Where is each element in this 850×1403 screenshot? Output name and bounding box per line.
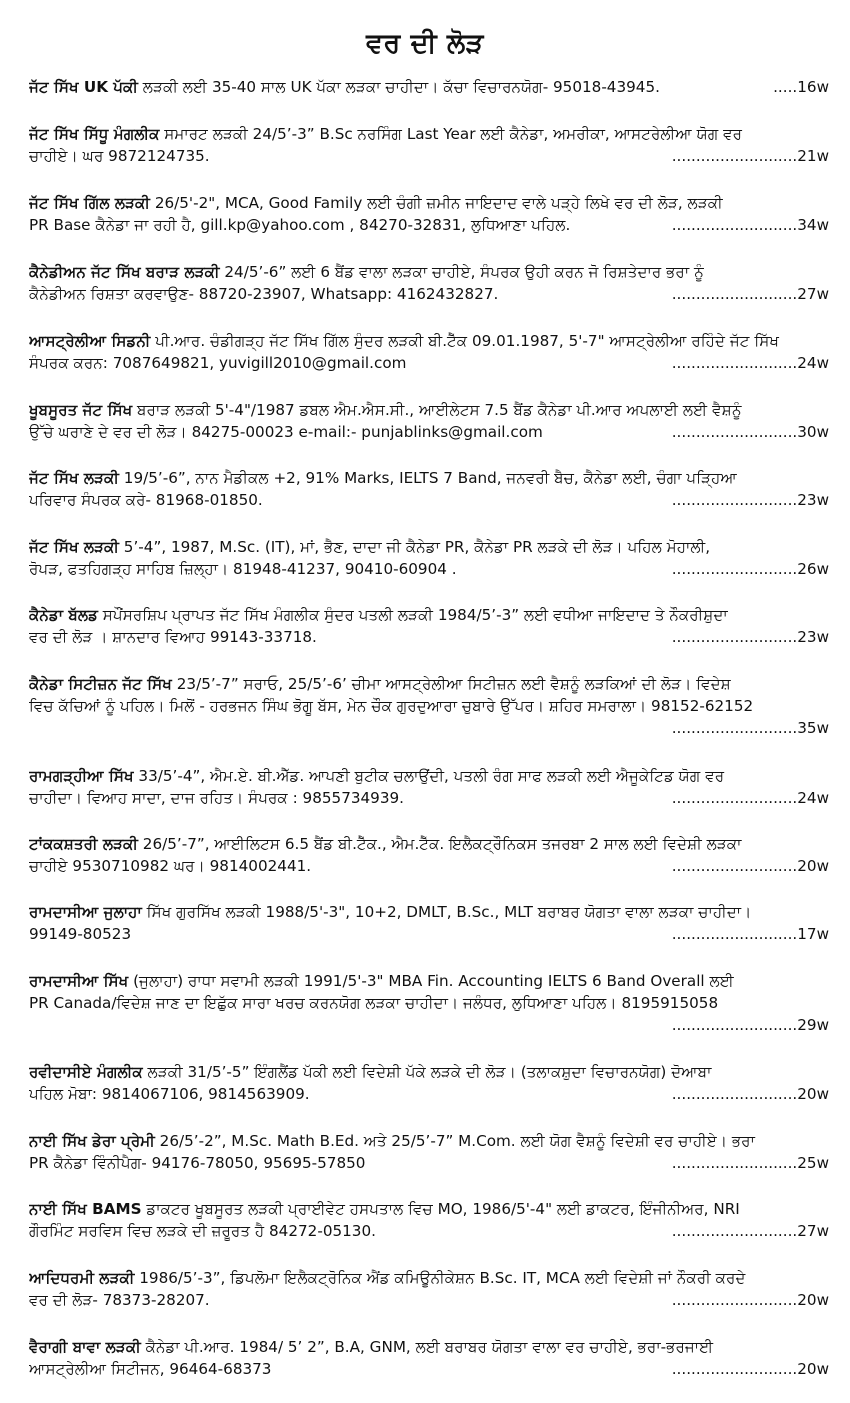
classified-ad	[29, 192, 829, 236]
classified-ad	[29, 1061, 829, 1105]
ad-text-line2: ਵਰ ਦੀ ਲੋੜ । ਸ਼ਾਨਦਾਰ ਵਿਆਹ 99143-33718.	[29, 628, 317, 646]
classified-ad	[29, 901, 829, 945]
classified-ad	[29, 1130, 829, 1174]
ad-heading: ਜੱਟ ਸਿੱਖ ਗਿੱਲ ਲੜਕੀ	[29, 194, 150, 212]
ad-code: ..........................24w	[671, 354, 829, 372]
ad-text-line2: ਪਹਿਲ ਮੋਬਾ: 9814067106, 9814563909.	[29, 1085, 310, 1103]
ad-text-line2: PR Canada/ਵਿਦੇਸ਼ ਜਾਣ ਦਾ ਇਛੁੱਕ ਸਾਰਾ ਖਰਚ ਕਰਨਯੋਗ ਲੜਕਾ ਚਾਹੀਦਾ। ਜਲੰਧਰ, ਲੁਧਿਆਣਾ ਪਹਿਲ। 8195915058	[29, 994, 719, 1012]
ad-heading: ਜੱਟ ਸਿੱਖ ਲੜਕੀ	[29, 538, 119, 556]
classified-ad	[29, 673, 829, 739]
ad-heading: ਰਾਮਦਾਸੀਆ ਸਿੱਖ	[29, 972, 129, 990]
ad-text: 23/5’-7” ਸਰਾਓ, 25/5’-6’ ਚੀਮਾ ਆਸਟ੍ਰੇਲੀਆ ਸਿਟੀਜ਼ਨ ਲਈ ਵੈਸ਼ਨੂੰ ਲੜਕਿਆਂ ਦੀ ਲੋੜ। ਵਿਦੇਸ਼	[171, 675, 731, 693]
ad-text: 33/5’-4”, ਐਮ.ਏ. ਬੀ.ਐੱਡ. ਆਪਣੀ ਬੁਟੀਕ ਚਲਾਉਂਦੀ, ਪਤਲੀ ਰੰਗ ਸਾਫ ਲੜਕੀ ਲਈ ਐਜੂਕੇਟਿਡ ਯੋਗ ਵਰ	[133, 767, 725, 785]
ad-text-line2: ਚਾਹੀਏ। ਘਰ 9872124735.	[29, 147, 210, 165]
ad-code: ..........................34w	[671, 216, 829, 234]
ad-heading: ਖੂਬਸੂਰਤ ਜੱਟ ਸਿੱਖ	[29, 401, 133, 419]
ad-code: ..........................27w	[671, 1222, 829, 1240]
ad-text-line2: ਵਿਚ ਕੱਚਿਆਂ ਨੂੰ ਪਹਿਲ। ਮਿਲੋਂ - ਹਰਭਜਨ ਸਿੰਘ ਭੋਗੂ ਬੱਸ, ਮੇਨ ਚੌਕ ਗੁਰਦੁਆਰਾ ਚੁਬਾਰੇ ਉੱਪਰ। ਸ਼ਹਿਰ ਸਮਰਾਲਾ। 98152-62152	[29, 697, 754, 715]
ad-text: 26/5’-2”, M.Sc. Math B.Ed. ਅਤੇ 25/5’-7” M.Com. ਲਈ ਯੋਗ ਵੈਸ਼ਨੂੰ ਵਿਦੇਸ਼ੀ ਵਰ ਚਾਹੀਏ। ਭਰਾ	[154, 1132, 755, 1150]
ad-code: ..........................25w	[671, 1154, 829, 1172]
page-title: ਵਰ ਦੀ ਲੋੜ	[366, 28, 484, 59]
ad-text: ਸਿੱਖ ਗੁਰਸਿੱਖ ਲੜਕੀ 1988/5'-3", 10+2, DMLT, B.Sc., MLT ਬਰਾਬਰ ਯੋਗਤਾ ਵਾਲਾ ਲੜਕਾ ਚਾਹੀਦਾ।	[141, 903, 752, 921]
ad-code: ..........................29w	[671, 1016, 829, 1034]
ad-text: (ਜੁਲਾਹਾ) ਰਾਧਾ ਸਵਾਮੀ ਲੜਕੀ 1991/5'-3" MBA Fin. Accounting IELTS 6 Band Overall ਲਈ	[128, 972, 734, 990]
classified-ad	[29, 765, 829, 809]
ad-text-line2: PR Base ਕੈਨੇਡਾ ਜਾ ਰਹੀ ਹੈ, gill.kp@yahoo.com , 84270-32831, ਲੁਧਿਆਣਾ ਪਹਿਲ.	[29, 216, 571, 234]
ad-text-line2: ਚਾਹੀਦਾ। ਵਿਆਹ ਸਾਦਾ, ਦਾਜ ਰਹਿਤ। ਸੰਪਰਕ : 9855734939.	[29, 789, 404, 807]
classified-ad	[29, 123, 829, 167]
ad-text: ਡਾਕਟਰ ਖੂਬਸੂਰਤ ਲੜਕੀ ਪ੍ਰਾਈਵੇਟ ਹਸਪਤਾਲ ਵਿਚ MO, 1986/5'-4" ਲਈ ਡਾਕਟਰ, ਇੰਜੀਨੀਅਰ, NRI	[141, 1200, 740, 1218]
ad-heading: ਆਦਿਧਰਮੀ ਲੜਕੀ	[29, 1269, 135, 1287]
classified-ad	[29, 261, 829, 305]
classified-ad	[29, 604, 829, 648]
ad-heading: ਰਵੀਦਾਸੀਏ ਮੰਗਲੀਕ	[29, 1063, 143, 1081]
ad-heading: ਵੈਰਾਗੀ ਬਾਵਾ ਲੜਕੀ	[29, 1338, 141, 1356]
ad-text: ਕੈਨੇਡਾ ਪੀ.ਆਰ. 1984/ 5’ 2”, B.A, GNM, ਲਈ ਬਰਾਬਰ ਯੋਗਤਾ ਵਾਲਾ ਵਰ ਚਾਹੀਏ, ਭਰਾ-ਭਰਜਾਈ	[140, 1338, 714, 1356]
ad-text-line2: ਕੈਨੇਡੀਅਨ ਰਿਸ਼ਤਾ ਕਰਵਾਉਣ- 88720-23907, Whatsapp: 4162432827.	[29, 285, 499, 303]
ad-heading: ਕੈਨੇਡਾ ਬੱਲਡ	[29, 606, 98, 624]
ad-code: ..........................20w	[671, 1360, 829, 1378]
classified-ad	[29, 467, 829, 511]
ad-text: ਸਪੌਂਸਰਸ਼ਿਪ ਪ੍ਰਾਪਤ ਜੱਟ ਸਿੱਖ ਮੰਗਲੀਕ ਸੁੰਦਰ ਪਤਲੀ ਲੜਕੀ 1984/5’-3” ਲਈ ਵਧੀਆ ਜਾਇਦਾਦ ਤੇ ਨੌਕਰੀਸ਼ੁਦਾ	[97, 606, 728, 624]
ad-heading: ਨਾਈ ਸਿੱਖ BAMS	[29, 1200, 142, 1218]
ad-text: 26/5'-2", MCA, Good Family ਲਈ ਚੰਗੀ ਜ਼ਮੀਨ ਜਾਇਦਾਦ ਵਾਲੇ ਪੜ੍ਹੇ ਲਿਖੇ ਵਰ ਦੀ ਲੋੜ, ਲੜਕੀ	[150, 194, 723, 212]
ad-text: ਸਮਾਰਟ ਲੜਕੀ 24/5’-3” B.Sc ਨਰਸਿੰਗ Last Year ਲਈ ਕੈਨੇਡਾ, ਅਮਰੀਕਾ, ਆਸਟਰੇਲੀਆ ਯੋਗ ਵਰ	[159, 125, 743, 143]
classified-ad	[29, 833, 829, 877]
ad-text-line2: ਚਾਹੀਏ 9530710982 ਘਰ। 9814002441.	[29, 857, 312, 875]
ad-code: ..........................23w	[671, 628, 829, 646]
ad-text: 26/5’-7”, ਆਈਲਿਟਸ 6.5 ਬੈਂਡ ਬੀ.ਟੈੱਕ., ਐਮ.ਟੈੱਕ. ਇਲੈਕਟ੍ਰੌਨਿਕਸ ਤਜਰਬਾ 2 ਸਾਲ ਲਈ ਵਿਦੇਸ਼ੀ ਲੜਕਾ	[137, 835, 742, 853]
ad-text-line2: ਰੋਪੜ, ਫਤਹਿਗੜ੍ਹ ਸਾਹਿਬ ਜ਼ਿਲ੍ਹਾ। 81948-41237, 90410-60904 .	[29, 560, 457, 578]
ad-text-line2: ਆਸਟ੍ਰੇਲੀਆ ਸਿਟੀਜਨ, 96464-68373	[29, 1360, 272, 1378]
ad-heading: ਆਸਟ੍ਰੇਲੀਆ ਸਿਡਨੀ	[29, 332, 151, 350]
ad-heading: ਰਾਮਗੜ੍ਹੀਆ ਸਿੱਖ	[29, 767, 134, 785]
ad-text-line2: ਗੌਰਮਿੰਟ ਸਰਵਿਸ ਵਿਚ ਲੜਕੇ ਦੀ ਜ਼ਰੂਰਤ ਹੈ 84272-05130.	[29, 1222, 376, 1240]
classified-ad	[29, 1336, 829, 1380]
ad-text-line2: 99149-80523	[29, 925, 132, 943]
ad-code: ..........................30w	[671, 423, 829, 441]
ad-text-line2: ਸੰਪਰਕ ਕਰਨ: 7087649821, yuvigill2010@gmail.com	[29, 354, 407, 372]
ad-code: ..........................20w	[671, 1085, 829, 1103]
ad-heading: ਕੈਨੇਡਾ ਸਿਟੀਜ਼ਨ ਜੱਟ ਸਿੱਖ	[29, 675, 172, 693]
ad-code: ..........................23w	[671, 491, 829, 509]
ad-code: .....16w	[773, 78, 829, 96]
classified-ad	[29, 536, 829, 580]
ad-text: 19/5’-6”, ਨਾਨ ਮੈਡੀਕਲ +2, 91% Marks, IELTS 7 Band, ਜਨਵਰੀ ਬੈਚ, ਕੈਨੇਡਾ ਲਈ, ਚੰਗਾ ਪੜ੍ਹਿਆ	[118, 469, 737, 487]
classified-ad	[29, 330, 829, 374]
ad-code: ..........................26w	[671, 560, 829, 578]
ad-heading: ਜੱਟ ਸਿੱਖ UK ਪੱਕੀ	[29, 78, 138, 96]
ad-code: ..........................21w	[671, 147, 829, 165]
ad-text: ਬਰਾੜ ਲੜਕੀ 5'-4"/1987 ਡਬਲ ਐਮ.ਐਸ.ਸੀ., ਆਈਲੇਟਸ 7.5 ਬੈਂਡ ਕੈਨੇਡਾ ਪੀ.ਆਰ ਅਪਲਾਈ ਲਈ ਵੈਸ਼ਨੂੰ	[132, 401, 742, 419]
ad-code: ..........................27w	[671, 285, 829, 303]
ad-text-line2: PR ਕੈਨੇਡਾ ਵਿੰਨੀਪੈਗ- 94176-78050, 95695-57850	[29, 1154, 366, 1172]
classified-ad	[29, 1198, 829, 1242]
ad-text: 24/5’-6” ਲਈ 6 ਬੈਂਡ ਵਾਲਾ ਲੜਕਾ ਚਾਹੀਏ, ਸੰਪਰਕ ਉਹੀ ਕਰਨ ਜੋ ਰਿਸ਼ਤੇਦਾਰ ਭਰਾ ਨੂੰ	[219, 263, 704, 281]
classified-ad	[29, 399, 829, 443]
ad-heading: ਨਾਈ ਸਿੱਖ ਡੇਰਾ ਪ੍ਰੇਮੀ	[29, 1132, 155, 1150]
ad-code: ..........................20w	[671, 1291, 829, 1309]
ad-heading: ਰਾਮਦਾਸੀਆ ਜੁਲਾਹਾ	[29, 903, 142, 921]
ad-heading: ਕੈਨੇਡੀਅਨ ਜੱਟ ਸਿੱਖ ਬਰਾੜ ਲੜਕੀ	[29, 263, 220, 281]
classified-ad	[29, 970, 829, 1036]
ad-text: ਲੜਕੀ ਲਈ 35-40 ਸਾਲ UK ਪੱਕਾ ਲੜਕਾ ਚਾਹੀਦਾ। ਕੱਚਾ ਵਿਚਾਰਨਯੋਗ- 95018-43945.	[137, 78, 660, 96]
ad-text: 5’-4”, 1987, M.Sc. (IT), ਮਾਂ, ਭੈਣ, ਦਾਦਾ ਜੀ ਕੈਨੇਡਾ PR, ਕੈਨੇਡਾ PR ਲੜਕੇ ਦੀ ਲੋੜ। ਪਹਿਲ ਮੋਹਾਲੀ,	[118, 538, 711, 556]
classified-ad	[29, 1267, 829, 1311]
ad-text-line2: ਵਰ ਦੀ ਲੋੜ- 78373-28207.	[29, 1291, 210, 1309]
ad-code: ..........................24w	[671, 789, 829, 807]
ad-heading: ਜੱਟ ਸਿੱਖ ਸਿੱਧੂ ਮੰਗਲੀਕ	[29, 125, 160, 143]
ad-text-line2: ਪਰਿਵਾਰ ਸੰਪਰਕ ਕਰੇ- 81968-01850.	[29, 491, 263, 509]
ad-heading: ਜੱਟ ਸਿੱਖ ਲੜਕੀ	[29, 469, 119, 487]
ad-text: ਲੜਕੀ 31/5’-5” ਇੰਗਲੈਂਡ ਪੱਕੀ ਲਈ ਵਿਦੇਸ਼ੀ ਪੱਕੇ ਲੜਕੇ ਦੀ ਲੋੜ। (ਤਲਾਕਸ਼ੁਦਾ ਵਿਚਾਰਨਯੋਗ) ਦੋਆਬਾ	[142, 1063, 712, 1081]
ad-text: 1986/5’-3”, ਡਿਪਲੋਮਾ ਇਲੈਕਟ੍ਰੋਨਿਕ ਐਂਡ ਕਮਿਊਨੀਕੇਸ਼ਨ B.Sc. IT, MCA ਲਈ ਵਿਦੇਸ਼ੀ ਜਾਂ ਨੌਕਰੀ ਕਰਦੇ	[134, 1269, 746, 1287]
ad-text: ਪੀ.ਆਰ. ਚੰਡੀਗੜ੍ਹ ਜੱਟ ਸਿੱਖ ਗਿੱਲ ਸੁੰਦਰ ਲੜਕੀ ਬੀ.ਟੈੱਕ 09.01.1987, 5'-7" ਆਸਟ੍ਰੇਲੀਆ ਰਹਿੰਦੇ ਜੱਟ ਸਿੱਖ	[150, 332, 779, 350]
ad-heading: ਟਾਂਕਕਸ਼ਤਰੀ ਲੜਕੀ	[29, 835, 138, 853]
classified-ad	[29, 76, 829, 98]
ad-code: ..........................35w	[671, 719, 829, 737]
ad-code: ..........................17w	[671, 925, 829, 943]
ad-code: ..........................20w	[671, 857, 829, 875]
ad-text-line2: ਉੱਚੇ ਘਰਾਣੇ ਦੇ ਵਰ ਦੀ ਲੋੜ। 84275-00023 e-mail:- punjablinks@gmail.com	[29, 423, 543, 441]
